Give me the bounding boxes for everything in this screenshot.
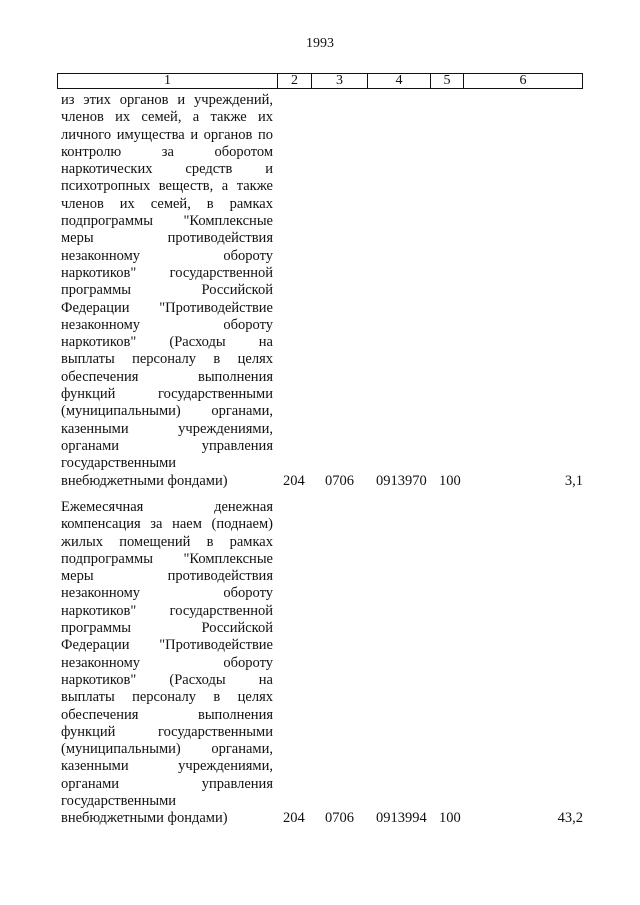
description-line: выплаты персоналу в целях <box>61 351 273 368</box>
header-col-4: 4 <box>368 74 431 88</box>
header-col-5: 5 <box>431 74 464 88</box>
description-line: обеспечения выполнения <box>61 368 273 385</box>
expense-type-code: 100 <box>439 472 461 489</box>
description-line: внебюджетными фондами) <box>61 472 228 489</box>
description-line: функций государственными <box>61 386 273 403</box>
description-line: наркотиков" (Расходы на <box>61 334 273 351</box>
description-line: наркотиков" государственной <box>61 264 273 281</box>
description-line: государственными <box>61 455 177 472</box>
description-line: из этих органов и учреждений, <box>61 92 273 108</box>
amount: 43,2 <box>557 810 583 827</box>
description-line: государственными <box>61 793 177 810</box>
description-line: меры противодействия <box>61 568 273 585</box>
description-line: незаконному обороту <box>61 585 273 602</box>
header-col-2: 2 <box>278 74 312 88</box>
table-row <box>61 499 587 828</box>
description-line: программы Российской <box>61 620 273 637</box>
row-description <box>61 92 273 490</box>
description-line: (муниципальными) органами, <box>61 741 273 758</box>
description-line: программы Российской <box>61 282 273 299</box>
description-line: личного имущества и органов по <box>61 126 273 143</box>
header-col-6: 6 <box>519 73 527 88</box>
description-line: выплаты персоналу в целях <box>61 689 273 706</box>
description-line: контролю за оборотом <box>61 143 273 160</box>
description-line: наркотиков" (Расходы на <box>61 671 273 688</box>
target-item-code: 0913994 <box>376 810 427 827</box>
description-line: наркотических средств и <box>61 161 273 178</box>
description-line: меры противодействия <box>61 230 273 247</box>
table-header <box>57 73 583 89</box>
description-line: функций государственными <box>61 723 273 740</box>
description-line: Федерации "Противодействие <box>61 637 273 654</box>
section-code: 204 <box>283 810 305 827</box>
section-code: 204 <box>283 472 305 489</box>
description-line: казенными учреждениями, <box>61 758 273 775</box>
description-line: внебюджетными фондами) <box>61 810 228 827</box>
header-col-1: 1 <box>58 74 278 88</box>
description-line: органами управления <box>61 775 273 792</box>
description-line: подпрограммы "Комплексные <box>61 550 273 567</box>
description-line: обеспечения выполнения <box>61 706 273 723</box>
header-col-3: 3 <box>312 74 368 88</box>
subsection-code: 0706 <box>325 472 354 489</box>
row-description <box>61 499 273 828</box>
description-line: Ежемесячная денежная <box>61 499 273 515</box>
row-values <box>61 473 583 490</box>
description-line: жилых помещений в рамках <box>61 533 273 550</box>
description-line: членов их семей, а также их <box>61 109 273 126</box>
description-line: незаконному обороту <box>61 316 273 333</box>
description-line: незаконному обороту <box>61 654 273 671</box>
amount: 3,1 <box>564 472 583 489</box>
description-line: незаконному обороту <box>61 247 273 264</box>
target-item-code: 0913970 <box>376 472 427 489</box>
description-line: органами управления <box>61 437 273 454</box>
description-line: компенсация за наем (поднаем) <box>61 516 273 533</box>
description-line: наркотиков" государственной <box>61 602 273 619</box>
row-values <box>61 810 583 827</box>
description-line: подпрограммы "Комплексные <box>61 213 273 230</box>
description-line: Федерации "Противодействие <box>61 299 273 316</box>
description-line: членов их семей, в рамках <box>61 195 273 212</box>
expense-type-code: 100 <box>439 810 461 827</box>
description-line: (муниципальными) органами, <box>61 403 273 420</box>
page-number: 1993 <box>306 36 334 51</box>
table-row <box>61 92 587 490</box>
description-line: психотропных веществ, а также <box>61 178 273 195</box>
subsection-code: 0706 <box>325 810 354 827</box>
description-line: казенными учреждениями, <box>61 420 273 437</box>
